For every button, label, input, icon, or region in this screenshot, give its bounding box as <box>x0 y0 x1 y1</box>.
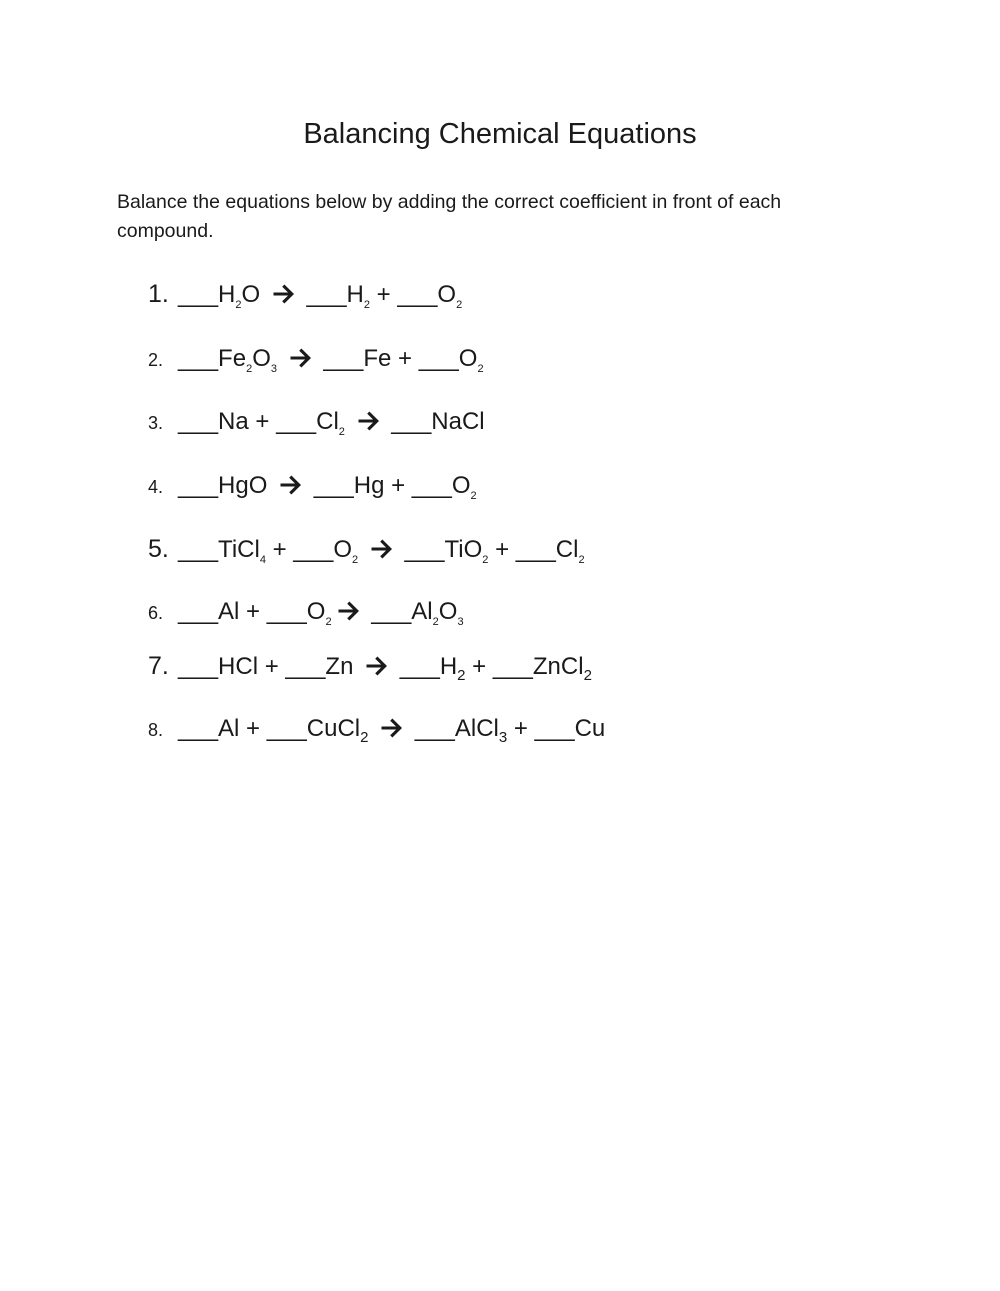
equation-row <box>148 535 585 566</box>
right-arrow-icon <box>365 655 388 677</box>
equation-row <box>148 345 484 375</box>
subscript: 2 <box>235 298 242 311</box>
equation-row <box>148 408 485 438</box>
right-arrow-icon <box>370 538 393 560</box>
equation-text: $\_\_\_H_2O$ $\_\_\_H_2$ + $\_\_\_O_2$ <box>178 281 463 311</box>
right-arrow-icon <box>337 600 360 622</box>
equation-text: ___HCl + ___Zn $\_\_\_H_2$ + ___ZnCl$_2$ <box>178 653 592 684</box>
equation-number: 2. <box>148 350 164 370</box>
right-arrow-icon <box>289 347 312 369</box>
equation-text: ___Al + ___CuCl$_2$ ___AlCl$_3$ + ___Cu <box>178 715 606 746</box>
subscript: 4 <box>259 553 266 566</box>
equation-number: 4. <box>148 477 164 497</box>
right-arrow-icon <box>279 474 302 496</box>
subscript: 2 <box>246 362 253 375</box>
subscript: 2 <box>352 553 359 566</box>
equation-text: ___Na + $\_\_\_Cl_2$ ___NaCl <box>178 408 485 438</box>
equation-row <box>148 715 606 746</box>
subscript: 3 <box>457 615 464 628</box>
equation-text: ___Al + $\_\_\_O_2$ $\_\_\_Al_2O_3$ <box>178 598 464 628</box>
instructions: Balance the equations below by adding the correct coefficient in front of each compound. <box>117 191 782 242</box>
right-arrow-icon <box>380 717 403 739</box>
subscript: 2 <box>470 489 477 502</box>
equation-number: 3. <box>148 413 164 433</box>
equation-row <box>148 598 464 628</box>
subscript: 3 <box>498 728 508 746</box>
equation-row <box>148 652 592 684</box>
page-title: Balancing Chemical Equations <box>303 118 697 150</box>
subscript: 2 <box>456 298 463 311</box>
subscript: 2 <box>482 553 489 566</box>
subscript: 2 <box>457 666 466 684</box>
equation-number: 1. <box>148 280 169 308</box>
equation-number: 5. <box>148 535 169 563</box>
subscript: 2 <box>583 666 592 684</box>
equation-text: $\_\_\_Fe_2O_3$ ___Fe + $\_\_\_O_2$ <box>178 345 484 375</box>
subscript: 3 <box>270 362 277 375</box>
equation-number: 7. <box>148 652 169 680</box>
subscript: 2 <box>360 728 369 746</box>
subscript: 2 <box>578 553 585 566</box>
equation-row <box>148 280 463 311</box>
subscript: 2 <box>338 425 345 438</box>
right-arrow-icon <box>272 283 295 305</box>
equation-row <box>148 472 477 502</box>
subscript: 2 <box>363 298 371 311</box>
equation-number: 6. <box>148 603 164 623</box>
right-arrow-icon <box>357 410 380 432</box>
equation-text: ___TiCl$_4$ + $\_\_\_O_2$ ___TiO$_2$ + $\_\_\_Cl_2$ <box>178 536 585 566</box>
subscript: 2 <box>432 615 439 628</box>
subscript: 2 <box>325 615 332 628</box>
equation-text: ___HgO ___Hg + $\_\_\_O_2$ <box>178 472 477 502</box>
equation-number: 8. <box>148 720 164 740</box>
subscript: 2 <box>477 362 484 375</box>
